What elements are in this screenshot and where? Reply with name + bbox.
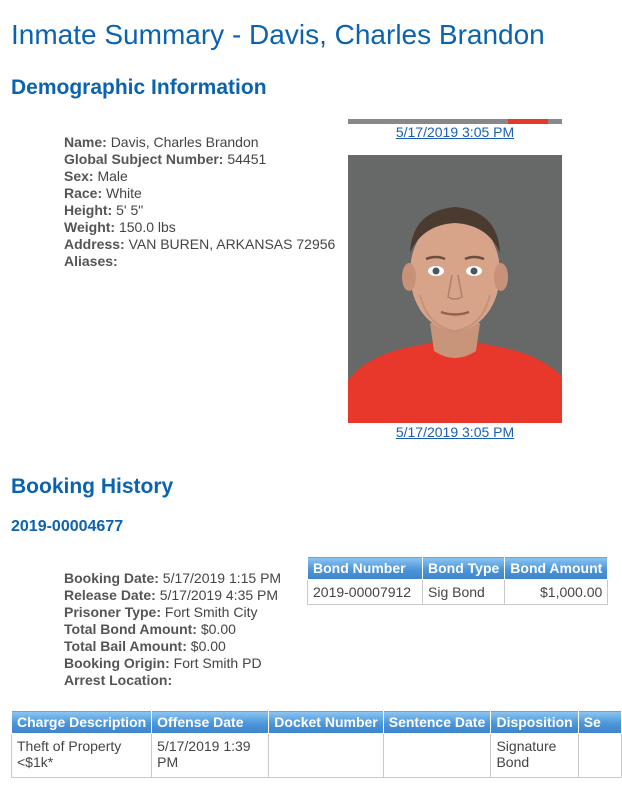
table-row (12, 734, 622, 778)
col-docket-number[interactable]: Docket Number (269, 711, 383, 734)
col-bond-amount[interactable]: Bond Amount (505, 557, 608, 580)
total-bail-row: Total Bail Amount: $0.00 (64, 638, 226, 654)
col-offense-date[interactable]: Offense Date (152, 711, 269, 734)
prisoner-type-value: Fort Smith City (164, 604, 258, 620)
col-bond-number[interactable]: Bond Number (308, 557, 423, 580)
address-value: VAN BUREN, ARKANSAS 72956 (128, 236, 336, 252)
bond-number-cell: 2019-00007912 (308, 580, 423, 605)
aliases-row: Aliases: (64, 253, 118, 269)
sex-row: Sex: Male (64, 168, 128, 184)
bond-type-cell: Sig Bond (423, 580, 505, 605)
weight-value: 150.0 lbs (118, 219, 176, 235)
bond-amount-cell: $1,000.00 (505, 580, 608, 605)
total-bail-value: $0.00 (190, 638, 226, 654)
release-date-value: 5/17/2019 4:35 PM (159, 587, 279, 603)
subject-number-value: 54451 (227, 151, 267, 167)
height-row: Height: 5' 5" (64, 202, 144, 218)
page-title: Inmate Summary - Davis, Charles Brandon (11, 19, 545, 50)
total-bond-value: $0.00 (200, 621, 236, 637)
race-row: Race: White (64, 185, 142, 201)
truncated-cell (578, 734, 621, 778)
total-bond-row: Total Bond Amount: $0.00 (64, 621, 236, 637)
release-date-row: Release Date: 5/17/2019 4:35 PM (64, 587, 279, 603)
booking-origin-value: Fort Smith PD (173, 655, 262, 671)
col-sentence-truncated[interactable]: Se (578, 711, 621, 734)
height-value: 5' 5" (116, 202, 144, 218)
col-bond-type[interactable]: Bond Type (423, 557, 505, 580)
col-charge-description[interactable]: Charge Description (12, 711, 152, 734)
offense-date-cell: 5/17/2019 1:39 PM (152, 734, 269, 778)
charge-table (11, 710, 622, 778)
disposition-cell: Signature Bond (491, 734, 578, 778)
subject-number-row: Global Subject Number: 54451 (64, 151, 267, 167)
photo-date-link-bottom[interactable]: 5/17/2019 3:05 PM (395, 424, 515, 440)
booking-date-row: Booking Date: 5/17/2019 1:15 PM (64, 570, 282, 586)
booking-origin-row: Booking Origin: Fort Smith PD (64, 655, 262, 671)
address-row: Address: VAN BUREN, ARKANSAS 72956 (64, 236, 336, 252)
name-row: Name: Davis, Charles Brandon (64, 134, 259, 150)
col-sentence-date[interactable]: Sentence Date (383, 711, 491, 734)
booking-history-heading: Booking History (11, 475, 174, 498)
photo-date-link-top[interactable]: 5/17/2019 3:05 PM (395, 124, 515, 140)
demographic-heading: Demographic Information (11, 76, 267, 99)
col-disposition[interactable]: Disposition (491, 711, 578, 734)
charge-description-cell: Theft of Property <$1k* (12, 734, 152, 778)
race-value: White (106, 185, 142, 201)
sentence-date-cell (383, 734, 491, 778)
sex-value: Male (97, 168, 128, 184)
docket-number-cell (269, 734, 383, 778)
arrest-location-row: Arrest Location: (64, 672, 173, 688)
prisoner-type-row: Prisoner Type: Fort Smith City (64, 604, 258, 620)
weight-row: Weight: 150.0 lbs (64, 219, 176, 235)
charge-table-header (12, 711, 622, 734)
booking-date-value: 5/17/2019 1:15 PM (162, 570, 282, 586)
booking-number: 2019-00004677 (11, 518, 124, 535)
name-value: Davis, Charles Brandon (110, 134, 259, 150)
